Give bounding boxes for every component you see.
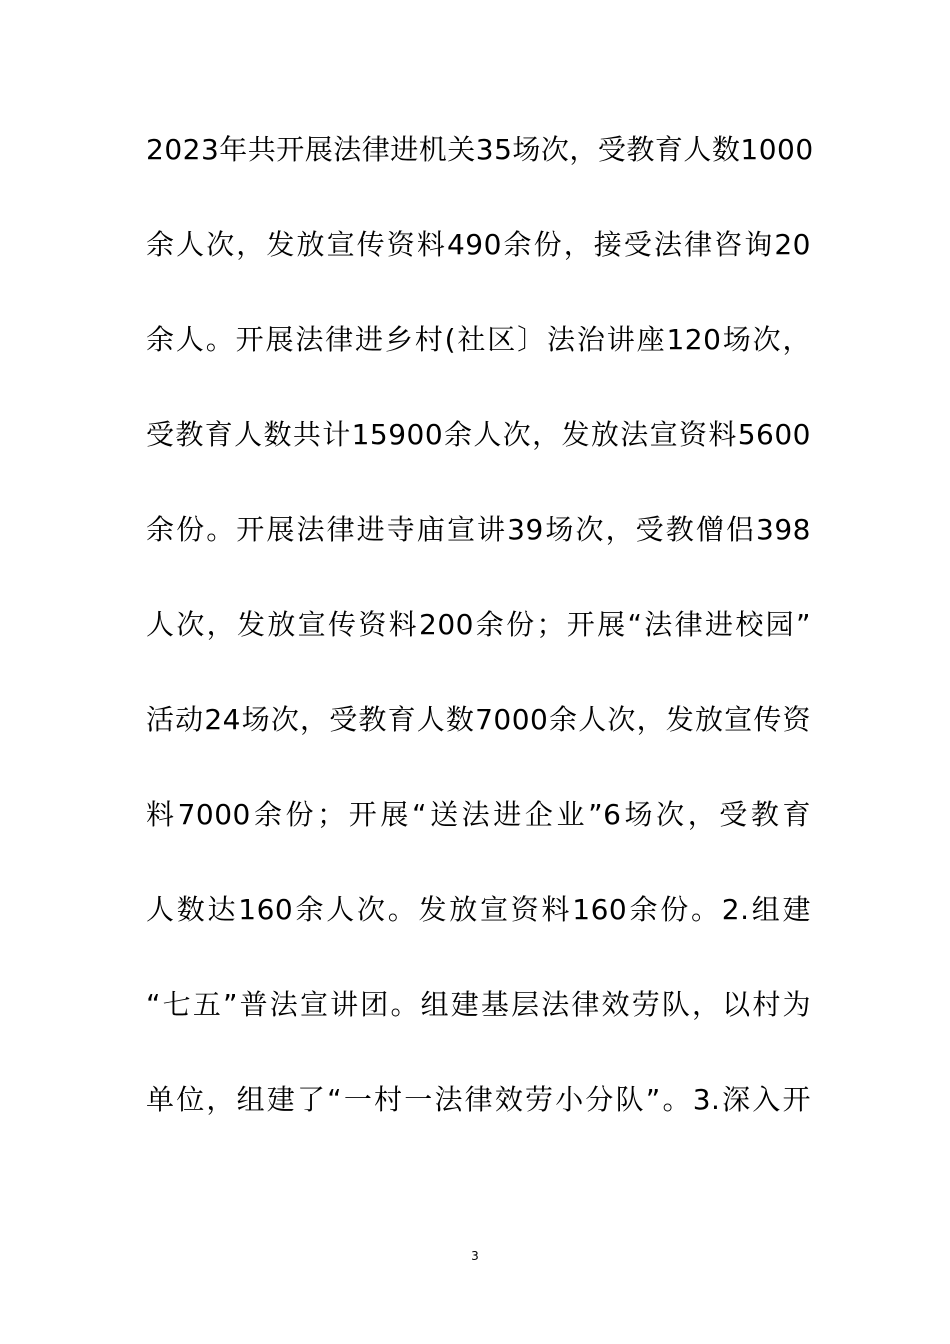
- text-line: 余人。开展法律进乡村(社区〕法治讲座120场次，: [146, 323, 811, 356]
- text-line: 余人次，发放宣传资料490余份，接受法律咨询20: [146, 228, 811, 261]
- text-line: 受教育人数共计15900余人次，发放法宣资料5600: [146, 418, 811, 451]
- text-line: 2023年共开展法律进机关35场次，受教育人数1000: [146, 133, 814, 166]
- text-line: 料7000余份；开展“送法进企业”6场次，受教育: [146, 798, 811, 831]
- text-line: 余份。开展法律进寺庙宣讲39场次，受教僧侣398: [146, 513, 811, 546]
- text-line: 人数达160余人次。发放宣资料160余份。2.组建: [146, 893, 811, 926]
- page-number: 3: [471, 1249, 479, 1263]
- text-line: 活动24场次，受教育人数7000余人次，发放宣传资: [146, 703, 811, 736]
- text-line: 单位，组建了“一村一法律效劳小分队”。3.深入开: [146, 1083, 811, 1116]
- text-line: 人次，发放宣传资料200余份；开展“法律进校园”: [146, 608, 811, 641]
- text-line: “七五”普法宣讲团。组建基层法律效劳队，以村为: [146, 988, 811, 1021]
